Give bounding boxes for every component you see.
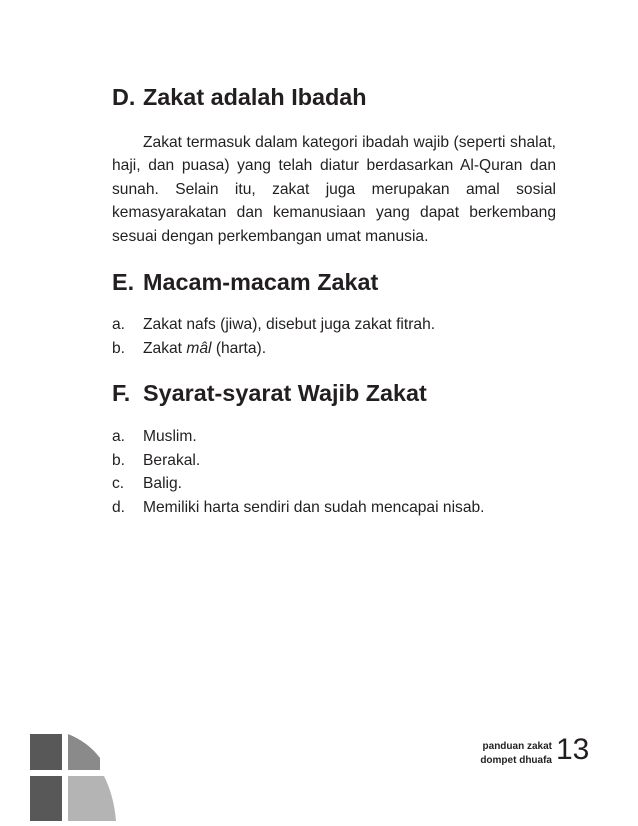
section-heading-f [112,382,556,406]
list-item [112,337,556,361]
footer-book-label [470,740,552,768]
list-item-text: Berakal. [143,451,201,469]
list-item-text [143,337,266,361]
section-letter: F. [112,380,131,407]
list-item [112,313,556,337]
list-item-letter: c. [112,475,125,493]
list-item-letter: d. [112,498,126,516]
graphic-block-bottom-right [68,776,116,821]
page-number: 13 [556,733,590,766]
footer-corner-graphic [0,716,130,826]
section-letter: E. [112,268,135,295]
graphic-block-bottom-left [30,776,62,821]
list-item-text-after: (harta). [211,339,267,357]
list-item-letter: a. [112,316,126,334]
section-heading-d [112,86,556,110]
list-item-letter: b. [112,339,126,357]
list-item-text: Zakat nafs (jiwa), disebut juga zakat fitrah. [143,316,436,334]
section-paragraph: Zakat termasuk dalam kategori ibadah wajib (seperti shalat, haji, dan puasa) yang telah diatur berdasarkan Al-Quran dan sunah. Selain itu, zakat juga merupakan amal sosial kemasyarakatan dan kemanusiaan yang dapat berkembang sesuai dengan perkembangan umat manusia. [112,133,556,245]
zakat-requirements-list [112,425,556,519]
list-item [112,472,556,496]
list-item-letter: a. [112,427,126,445]
zakat-types-list [112,313,556,360]
section-title: Syarat-syarat Wajib Zakat [143,380,427,407]
list-item-letter: b. [112,451,126,469]
list-item-text-italic: mâl [186,339,212,357]
page-content [112,86,556,541]
list-item [112,496,556,520]
section-title: Zakat adalah Ibadah [143,84,367,110]
list-item-text-before: Zakat [143,339,187,357]
list-item [112,449,556,473]
list-item-text: Muslim. [143,427,197,445]
list-item [112,425,556,449]
section-heading-e [112,268,556,295]
section-title: Macam-macam Zakat [143,268,379,295]
footer-label-line-1: panduan zakat [482,741,552,752]
list-item-text: Memiliki harta sendiri dan sudah mencapai nisab. [143,498,485,516]
graphic-block-top-right [68,734,100,770]
section-letter: D. [112,84,136,110]
graphic-block-top-left [30,734,62,770]
list-item-text: Balig. [143,475,183,493]
footer-label-line-2: dompet dhuafa [480,755,552,766]
